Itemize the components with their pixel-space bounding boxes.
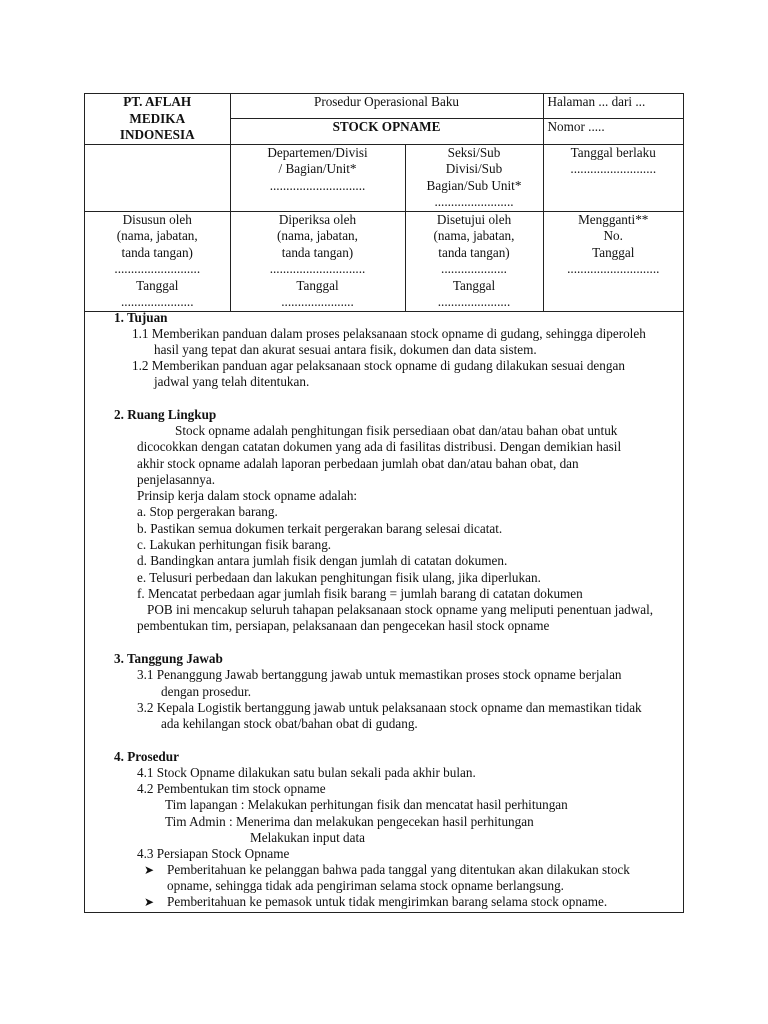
paragraph-line: 3.2 Kepala Logistik bertanggung jawab untuk pelaksanaan stock opname dan memastikan tidak [137,700,642,715]
paragraph-line: penjelasannya. [137,472,215,487]
paragraph-line: Stock opname adalah penghitungan fisik persediaan obat dan/atau bahan obat untuk [175,423,618,438]
list-item: e. Telusuri perbedaan dan lakukan penghitungan fisik ulang, jika diperlukan. [137,570,541,585]
paragraph-line: Tim Admin : Menerima dan melakukan pengecekan hasil perhitungan [165,814,534,829]
list-item: d. Bandingkan antara jumlah fisik dengan jumlah di catatan dokumen. [137,553,508,568]
header-table [85,94,683,312]
paragraph-line: akhir stock opname adalah laporan perbedaan jumlah obat dan/atau bahan obat, dan [137,456,579,471]
paragraph-line: Pemberitahuan ke pelanggan bahwa pada tanggal yang ditentukan akan dilakukan stock [167,862,630,877]
prepared-by-cell: Disusun oleh (nama, jabatan, tanda tangan) .......................... Tanggal ...................... [85,211,230,311]
list-item: b. Pastikan semua dokumen terkait pergerakan barang selesai dicatat. [137,521,503,536]
paragraph-line: 1.2 Memberikan panduan agar pelaksanaan stock opname di gudang dilakukan sesuai dengan [132,358,625,373]
arrow-bullet-icon: ➤ [144,863,155,877]
checked-by-cell: Diperiksa oleh (nama, jabatan, tanda tangan) ............................. Tanggal ...................... [230,211,405,311]
approved-by-cell: Disetujui oleh (nama, jabatan, tanda tangan) .................... Tanggal ...................... [405,211,543,311]
doc-number: Nomor ..... [543,119,683,144]
paragraph-line: ada kehilangan stock obat/bahan obat di gudang. [161,716,418,731]
list-item: 4.1 Stock Opname dilakukan satu bulan sekali pada akhir bulan. [137,765,476,780]
section-tanggung-jawab-title: 3. Tanggung Jawab [114,651,223,666]
paragraph-line: 1.1 Memberikan panduan dalam proses pelaksanaan stock opname di gudang, sehingga diperoleh [132,326,646,341]
list-item: a. Stop pergerakan barang. [137,504,278,519]
effective-date-cell: Tanggal berlaku .......................... [543,144,683,211]
company-spacer [85,144,230,211]
section-ruang-lingkup-title: 2. Ruang Lingkup [114,407,217,422]
paragraph-line: dicocokkan dengan catatan dokumen yang ada di fasilitas distribusi. Dengan demikian hasil [137,439,622,454]
paragraph-line: hasil yang tepat dan akurat sesuai antara fisik, dokumen dan data sistem. [154,342,537,357]
doc-title: STOCK OPNAME [230,119,543,144]
list-item: 4.3 Persiapan Stock Opname [137,846,290,861]
section-prosedur-title: 4. Prosedur [114,749,179,764]
list-item: c. Lakukan perhitungan fisik barang. [137,537,332,552]
list-item: 4.2 Pembentukan tim stock opname [137,781,326,796]
paragraph-line: dengan prosedur. [161,684,252,699]
company-name: PT. AFLAH MEDIKA INDONESIA [85,94,230,144]
replaces-cell: Mengganti** No. Tanggal ............................ [543,211,683,311]
section-tujuan-title: 1. Tujuan [114,310,168,325]
doc-type: Prosedur Operasional Baku [230,94,543,119]
paragraph-line: Pemberitahuan ke pemasok untuk tidak mengirimkan barang selama stock opname. [167,894,608,909]
paragraph-line: 3.1 Penanggung Jawab bertanggung jawab untuk memastikan proses stock opname berjalan [137,667,622,682]
paragraph-line: jadwal yang telah ditentukan. [154,374,310,389]
sop-document [84,93,684,913]
paragraph-line: POB ini mencakup seluruh tahapan pelaksanaan stock opname yang meliputi penentuan jadwal, [147,602,654,617]
list-item: f. Mencatat perbedaan agar jumlah fisik barang = jumlah barang di catatan dokumen [137,586,583,601]
page-info: Halaman ... dari ... [543,94,683,119]
department-cell: Departemen/Divisi / Bagian/Unit* ............................. [230,144,405,211]
paragraph-line: Prinsip kerja dalam stock opname adalah: [137,488,358,503]
paragraph-line: Tim lapangan : Melakukan perhitungan fisik dan mencatat hasil perhitungan [165,797,568,812]
section-cell: Seksi/Sub Divisi/Sub Bagian/Sub Unit* ........................ [405,144,543,211]
paragraph-line: pembentukan tim, persiapan, pelaksanaan dan pengecekan hasil stock opname [137,618,550,633]
paragraph-line: Melakukan input data [250,830,365,845]
paragraph-line: opname, sehingga tidak ada pengiriman selama stock opname berlangsung. [167,878,564,893]
arrow-bullet-icon: ➤ [144,895,155,909]
